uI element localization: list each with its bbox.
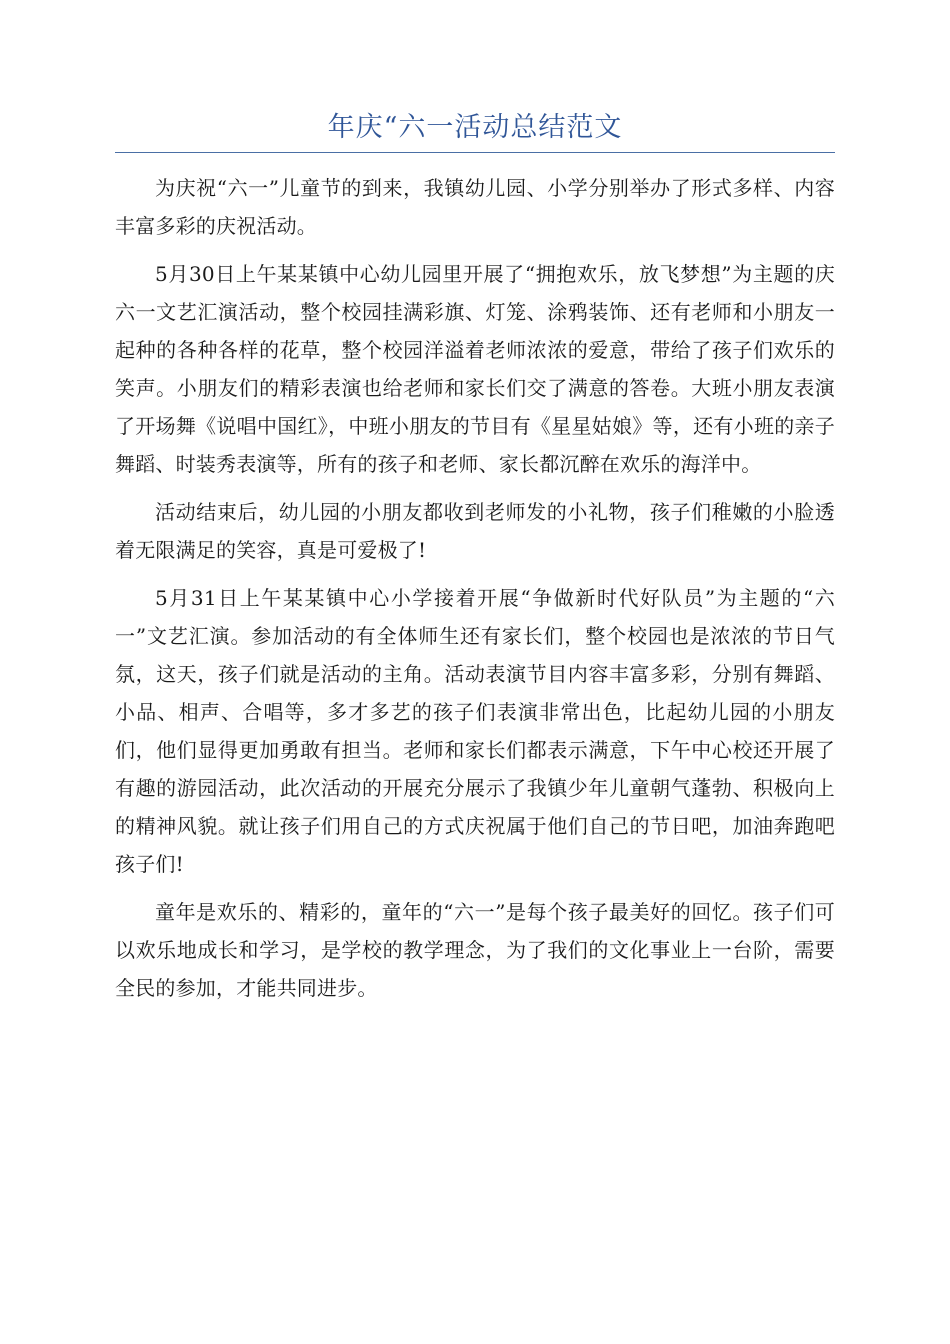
paragraph-primary-school: 5月31日上午某某镇中心小学接着开展“争做新时代好队员”为主题的“六一”文艺汇演。参加活动的有全体师生还有家长们，整个校园也是浓浓的节日气氛，这天，孩子们就是活动的主角。活动表演节目内容丰富多彩，分别有舞蹈、小品、相声、合唱等，多才多艺的孩子们表演非常出色，比起幼儿园的小朋友们，他们显得更加勇敢有担当。老师和家长们都表示满意，下午中心校还开展了有趣的游园活动，此次活动的开展充分展示了我镇少年儿童朝气蓬勃、积极向上的精神风貌。就让孩子们用自己的方式庆祝属于他们自己的节日吧，加油奔跑吧孩子们! bbox=[115, 586, 835, 876]
paragraph-conclusion: 童年是欢乐的、精彩的，童年的“六一”是每个孩子最美好的回忆。孩子们可以欢乐地成长和学习，是学校的教学理念，为了我们的文化事业上一台阶，需要全民的参加，才能共同进步。 bbox=[115, 900, 835, 1000]
paragraph-gifts: 活动结束后，幼儿园的小朋友都收到老师发的小礼物，孩子们稚嫩的小脸透着无限满足的笑容，真是可爱极了! bbox=[115, 500, 835, 562]
title-underline bbox=[115, 152, 835, 153]
paragraph-intro: 为庆祝“六一”儿童节的到来，我镇幼儿园、小学分别举办了形式多样、内容丰富多彩的庆祝活动。 bbox=[115, 176, 835, 238]
document-page bbox=[115, 108, 835, 1017]
paragraph-kindergarten: 5月30日上午某某镇中心幼儿园里开展了“拥抱欢乐，放飞梦想”为主题的庆六一文艺汇演活动，整个校园挂满彩旗、灯笼、涂鸦装饰、还有老师和小朋友一起种的各种各样的花草，整个校园洋溢着老师浓浓的爱意，带给了孩子们欢乐的笑声。小朋友们的精彩表演也给老师和家长们交了满意的答卷。大班小朋友表演了开场舞《说唱中国红》，中班小朋友的节目有《星星姑娘》等，还有小班的亲子舞蹈、时装秀表演等，所有的孩子和老师、家长都沉醉在欢乐的海洋中。 bbox=[115, 262, 835, 476]
document-title: 年庆“六一活动总结范文 bbox=[327, 112, 623, 143]
